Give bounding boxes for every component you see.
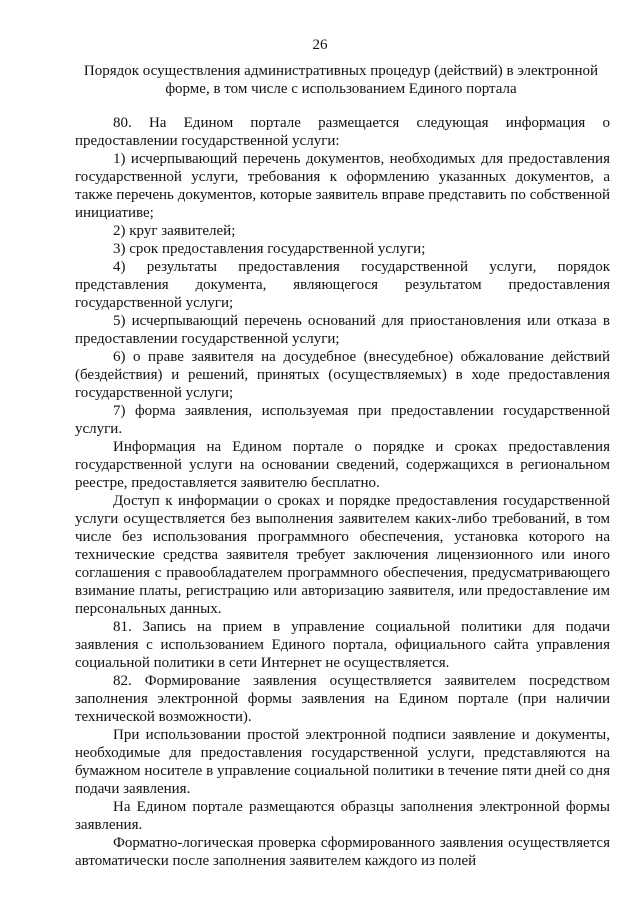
paragraph: При использовании простой электронной подписи заявление и документы, необходимые для предоставления государственной услуги, представляются на бумажном носителе в управление социальной политики в течение пяти дней со дня подачи заявления. [75,727,610,797]
paragraph: Форматно-логическая проверка сформированного заявления осуществляется автоматически после заполнения заявителем каждого из полей [75,835,610,869]
paragraph: Доступ к информации о сроках и порядке предоставления государственной услуги осуществляется без выполнения заявителем каких-либо требований, в том числе без использования программного обеспечения, установка которого на технические средства заявителя требует заключения лицензионного или иного соглашения с правообладателем программного обеспечения, предусматривающего взимание платы, регистрацию или авторизацию заявителя, или предоставление им персональных данных. [75,493,610,617]
page-number: 26 [312,37,328,53]
paragraph: 5) исчерпывающий перечень оснований для приостановления или отказа в предоставлении государственной услуги; [75,313,610,347]
paragraph: 80. На Едином портале размещается следующая информация о предоставлении государственной услуги: [75,115,610,149]
paragraph: Информация на Едином портале о порядке и сроках предоставления государственной услуги на основании сведений, содержащихся в региональном реестре, предоставляется заявителю бесплатно. [75,439,610,491]
paragraph: 82. Формирование заявления осуществляется заявителем посредством заполнения электронной формы заявления на Едином портале (при наличии технической возможности). [75,673,610,725]
paragraph: 4) результаты предоставления государственной услуги, порядок представления документа, являющегося результатом предоставления государственной услуги; [75,259,610,311]
paragraph: 81. Запись на прием в управление социальной политики для подачи заявления с использованием Единого портала, официального сайта управления социальной политики в сети Интернет не осуществляется. [75,619,610,671]
paragraph: 3) срок предоставления государственной услуги; [113,241,426,257]
paragraph: 7) форма заявления, используемая при предоставлении государственной услуги. [75,403,610,437]
paragraph: 1) исчерпывающий перечень документов, необходимых для предоставления государственной услуги, требования к оформлению указанных документов, а также перечень документов, которые заявитель вправе представить по собственной инициативе; [75,151,610,221]
body-text [75,114,610,870]
paragraph: 6) о праве заявителя на досудебное (внесудебное) обжалование действий (бездействия) и решений, принятых (осуществляемых) в ходе предоставления государственной услуги; [75,349,610,401]
paragraph: На Едином портале размещаются образцы заполнения электронной формы заявления. [75,799,610,833]
section-heading: Порядок осуществления административных процедур (действий) в электронной форме, в том числе с использованием Единого портала [83,63,599,97]
paragraph: 2) круг заявителей; [113,223,236,239]
